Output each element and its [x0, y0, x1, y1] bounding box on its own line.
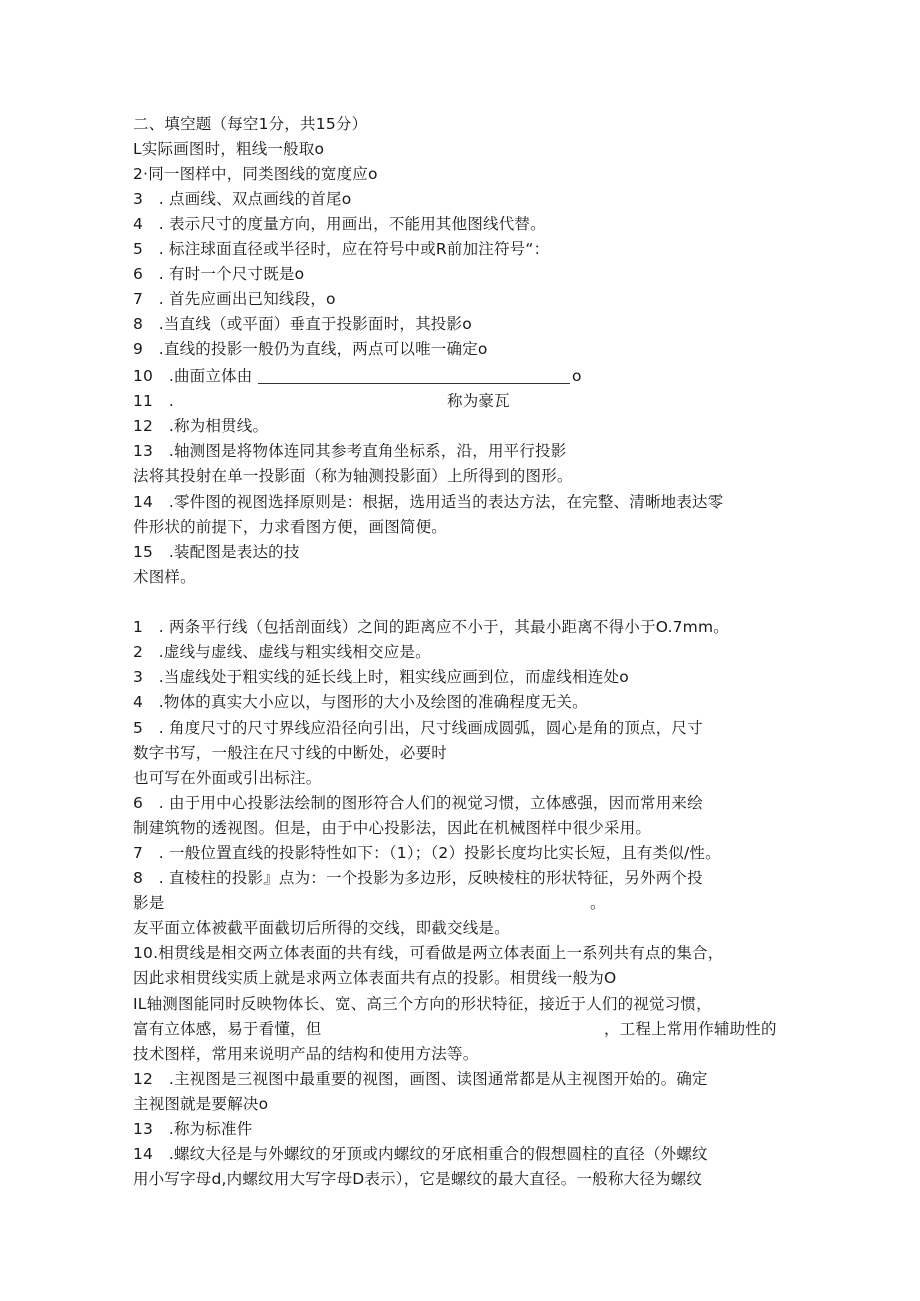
p2-q10-line-2: 因此求相贯线实质上就是求两立体表面共有点的投影。相贯线一般为O	[133, 969, 617, 987]
p2-q8-line-1: 8 . 直棱柱的投影』点为：一个投影为多边形，反映棱柱的形状特征，另外两个投	[133, 869, 703, 887]
section-title: 二、填空题（每空1分，共15分）	[133, 115, 368, 133]
p2-q12-line-2: 主视图就是要解决o	[133, 1095, 269, 1113]
p2-q11-line-2-suffix: ，工程上常用作辅助性的	[604, 1020, 777, 1038]
p2-q8-line-2-suffix: 。	[590, 894, 606, 912]
p2-q7-line: 7 . 一般位置直线的投影特性如下：（1）；（2）投影长度均比实长短，且有类似/性。	[133, 844, 721, 862]
q11-suffix: 称为豪瓦	[447, 392, 510, 410]
q6-line: 6 . 有时一个尺寸既是o	[133, 265, 305, 283]
q15-line-2: 术图样。	[133, 568, 196, 586]
p2-q3-line: 3 .当虚线处于粗实线的延长线上时，粗实线应画到位，而虚线相连处o	[133, 668, 629, 686]
q10-prefix: 10 .曲面立体由	[133, 367, 253, 385]
p2-q10-line-1: 10.相贯线是相交两立体表面的共有线，可看做是两立体表面上一系列共有点的集合，	[133, 944, 724, 962]
p2-q5-line-3: 也可写在外面或引出标注。	[133, 769, 322, 787]
q11-prefix: 11 .	[133, 392, 174, 410]
p2-q12-line-1: 12 .主视图是三视图中最重要的视图，画图、读图通常都是从主视图开始的。确定	[133, 1070, 708, 1088]
p2-q14-line-1: 14 .螺纹大径是与外螺纹的牙顶或内螺纹的牙底相重合的假想圆柱的直径（外螺纹	[133, 1145, 708, 1163]
q10-answer-blank	[258, 383, 570, 384]
q9-line: 9 .直线的投影一般仍为直线，两点可以唯一确定o	[133, 340, 488, 358]
p2-q11-line-1: IL轴测图能同时反映物体长、宽、高三个方向的形状特征，接近于人们的视觉习惯，	[133, 995, 712, 1013]
p2-q14-line-2: 用小写字母d,内螺纹用大写字母D表示），它是螺纹的最大直径。一般称大径为螺纹	[133, 1170, 703, 1188]
q1-line: L实际画图时，粗线一般取o	[133, 140, 325, 158]
q8-line: 8 .当直线（或平面）垂直于投影面时，其投影o	[133, 315, 472, 333]
p2-q1-line: 1 . 两条平行线（包括剖面线）之间的距离应不小于，其最小距离不得小于O.7mm。	[133, 618, 729, 636]
p2-q4-line: 4 .物体的真实大小应以，与图形的大小及绘图的准确程度无关。	[133, 693, 588, 711]
p2-q5-line-2: 数字书写，一般注在尺寸线的中断处，必要时	[133, 744, 448, 762]
q13-line-1: 13 .轴测图是将物体连同其参考直角坐标系，沿，用平行投影	[133, 442, 567, 460]
p2-q8-line-2-prefix: 影是	[133, 894, 165, 912]
q10-suffix: o	[572, 367, 582, 385]
q3-line: 3 . 点画线、双点画线的首尾o	[133, 190, 352, 208]
q2-line: 2·同一图样中，同类图线的宽度应o	[133, 165, 378, 183]
q5-line: 5 . 标注球面直径或半径时，应在符号中或R前加注符号“：	[133, 240, 550, 258]
p2-q9-line: 友平面立体被截平面截切后所得的交线，即截交线是。	[133, 919, 510, 937]
p2-q6-line-2: 制建筑物的透视图。但是，由于中心投影法，因此在机械图样中很少采用。	[133, 819, 652, 837]
p2-q2-line: 2 .虚线与虚线、虚线与粗实线相交应是。	[133, 643, 431, 661]
q15-line-1: 15 .装配图是表达的技	[133, 543, 300, 561]
q7-line: 7 . 首先应画出已知线段，o	[133, 290, 336, 308]
q13-line-2: 法将其投射在单一投影面（称为轴测投影面）上所得到的图形。	[133, 467, 573, 485]
q14-line-2: 件形状的前提下，力求看图方便，画图简便。	[133, 518, 448, 536]
q14-line-1: 14 .零件图的视图选择原则是：根据，选用适当的表达方法，在完整、清晰地表达零	[133, 493, 724, 511]
p2-q13-line: 13 .称为标准件	[133, 1120, 253, 1138]
p2-q5-line-1: 5 . 角度尺寸的尺寸界线应沿径向引出，尺寸线画成圆弧，圆心是角的顶点，尺寸	[133, 719, 703, 737]
p2-q11-line-2-prefix: 富有立体感，易于看懂，但	[133, 1020, 322, 1038]
p2-q11-line-3: 技术图样，常用来说明产品的结构和使用方法等。	[133, 1045, 479, 1063]
p2-q6-line-1: 6 . 由于用中心投影法绘制的图形符合人们的视觉习惯，立体感强，因而常用来绘	[133, 794, 703, 812]
q4-line: 4 . 表示尺寸的度量方向，用画出，不能用其他图线代替。	[133, 215, 546, 233]
q12-line: 12 .称为相贯线。	[133, 417, 269, 435]
